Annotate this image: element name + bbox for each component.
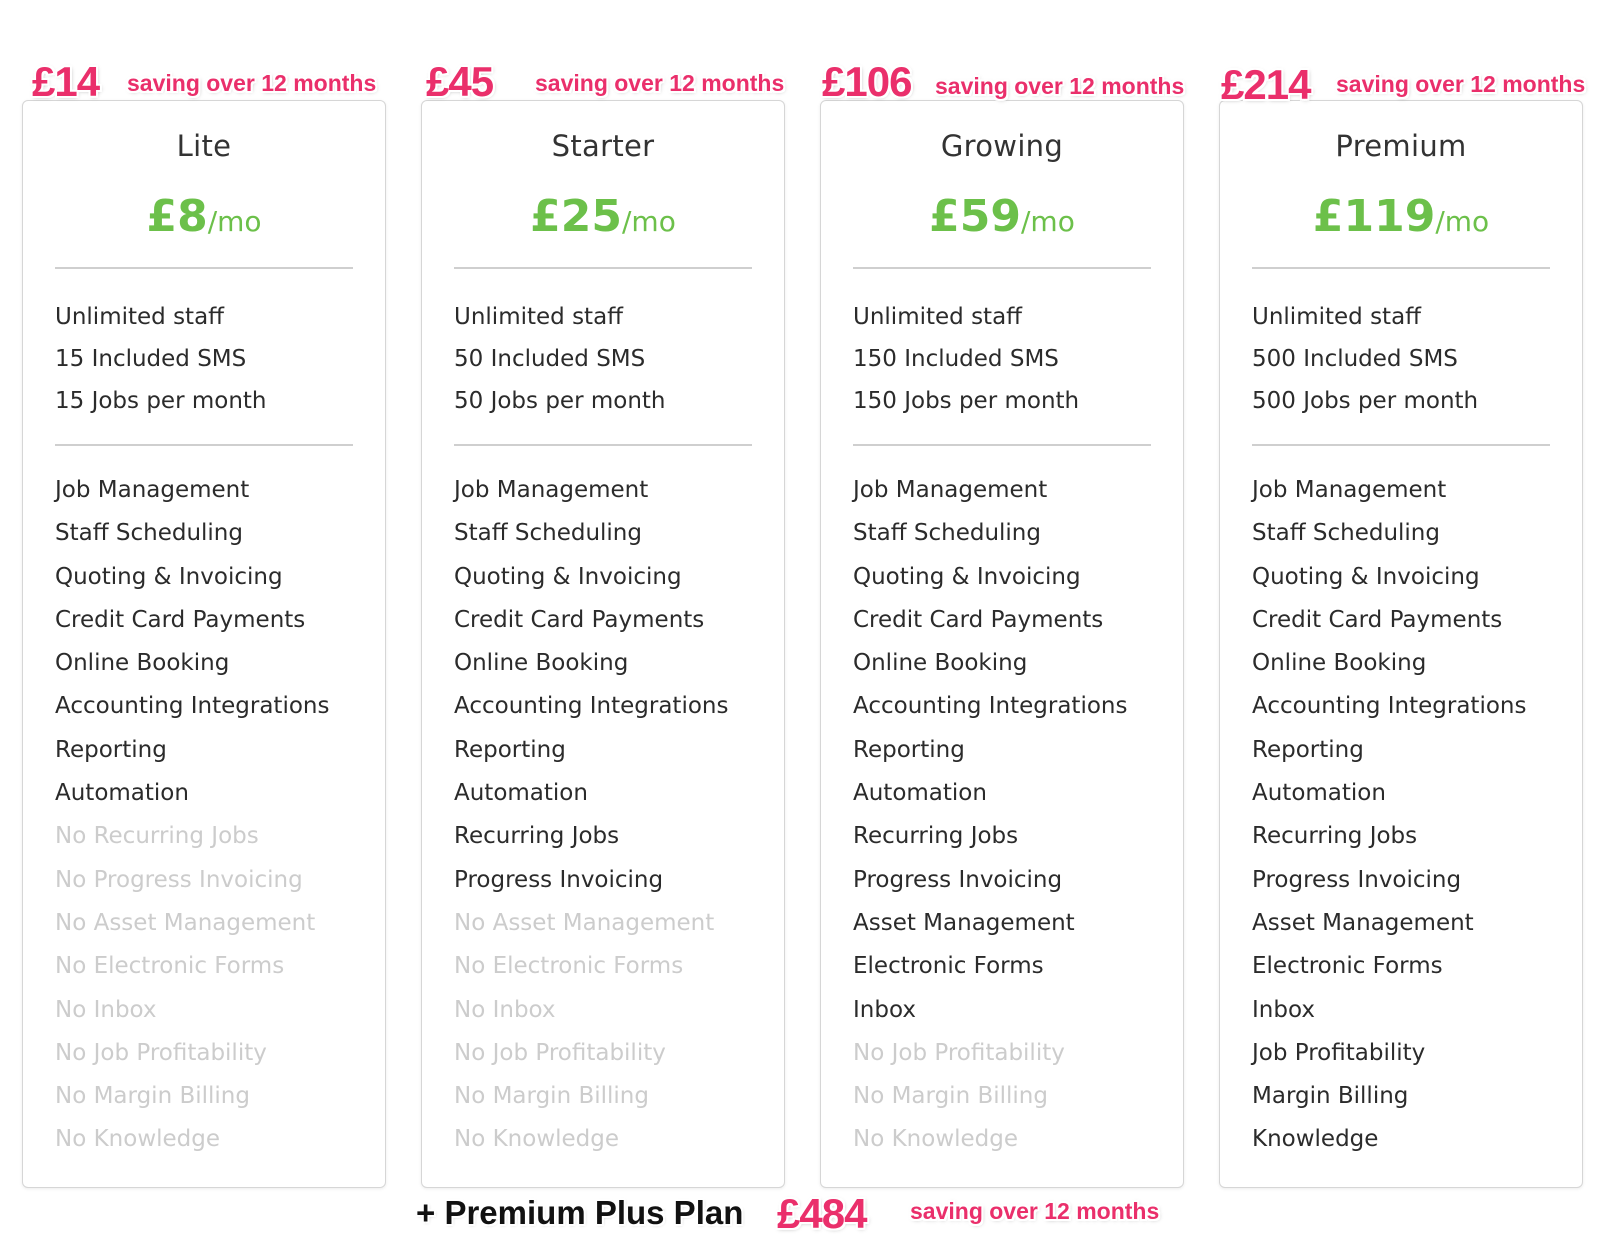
divider xyxy=(1252,267,1550,269)
feature-item-unavailable: No Asset Management xyxy=(454,909,715,936)
plan-card-lite xyxy=(22,100,386,1188)
feature-item: Online Booking xyxy=(853,650,1028,677)
price-period: /mo xyxy=(1435,205,1490,238)
saving-amount: £214 xyxy=(1221,61,1311,108)
feature-item: Staff Scheduling xyxy=(55,520,243,547)
feature-item: Reporting xyxy=(454,736,566,763)
feature-item: Asset Management xyxy=(853,909,1075,936)
feature-item: Staff Scheduling xyxy=(454,520,642,547)
quota-item: 500 Jobs per month xyxy=(1252,388,1479,414)
feature-item: Quoting & Invoicing xyxy=(55,563,283,590)
feature-item: Automation xyxy=(853,780,987,807)
feature-item-unavailable: No Asset Management xyxy=(55,909,316,936)
feature-item: Automation xyxy=(454,780,588,807)
plan-card-premium xyxy=(1219,100,1583,1188)
quota-list xyxy=(454,296,774,422)
feature-item-unavailable: No Margin Billing xyxy=(454,1083,649,1110)
quota-item: Unlimited staff xyxy=(853,304,1023,330)
feature-item-unavailable: No Recurring Jobs xyxy=(55,823,259,850)
feature-item: Staff Scheduling xyxy=(853,520,1041,547)
saving-amount: £106 xyxy=(822,58,912,105)
feature-item: Quoting & Invoicing xyxy=(853,563,1081,590)
feature-item-unavailable: No Job Profitability xyxy=(454,1039,666,1066)
feature-item: Electronic Forms xyxy=(1252,953,1443,980)
feature-item: Progress Invoicing xyxy=(454,866,664,893)
price-period: /mo xyxy=(1021,205,1075,238)
quota-list xyxy=(55,296,375,422)
price-amount: £59 xyxy=(929,191,1021,242)
feature-item: Reporting xyxy=(1252,736,1364,763)
feature-item: Knowledge xyxy=(1252,1126,1379,1153)
feature-item: Online Booking xyxy=(55,650,230,677)
feature-item-unavailable: No Knowledge xyxy=(55,1126,221,1153)
feature-list xyxy=(454,469,774,1162)
feature-item-unavailable: No Inbox xyxy=(55,996,157,1023)
feature-item: Reporting xyxy=(55,736,167,763)
feature-item: Reporting xyxy=(853,736,965,763)
feature-item: Online Booking xyxy=(454,650,629,677)
feature-list xyxy=(55,469,375,1162)
saving-note: saving over 12 months xyxy=(1336,71,1586,97)
feature-item: Accounting Integrations xyxy=(55,693,330,720)
feature-item: Recurring Jobs xyxy=(454,823,620,850)
feature-item: Job Profitability xyxy=(1252,1039,1426,1066)
quota-item: Unlimited staff xyxy=(454,304,624,330)
feature-item: Inbox xyxy=(1252,996,1315,1023)
divider xyxy=(55,444,353,446)
quota-list xyxy=(1252,296,1572,422)
feature-item: Automation xyxy=(1252,780,1386,807)
feature-item: Margin Billing xyxy=(1252,1083,1409,1110)
saving-amount: £14 xyxy=(32,58,100,105)
feature-item: Online Booking xyxy=(1252,650,1427,677)
premium-plus-saving-amount: £484 xyxy=(777,1190,867,1237)
quota-list xyxy=(853,296,1173,422)
feature-item: Progress Invoicing xyxy=(853,866,1063,893)
quota-item: 15 Included SMS xyxy=(55,346,247,372)
feature-item: Credit Card Payments xyxy=(454,606,705,633)
premium-plus-label: + Premium Plus Plan xyxy=(416,1194,744,1231)
quota-item: Unlimited staff xyxy=(1252,304,1422,330)
feature-item: Job Management xyxy=(55,477,250,503)
price-amount: £25 xyxy=(530,191,622,242)
plan-price xyxy=(23,191,385,242)
quota-item: 150 Included SMS xyxy=(853,346,1059,372)
plan-price xyxy=(422,191,784,242)
feature-list xyxy=(1252,469,1572,1162)
feature-item: Inbox xyxy=(853,996,916,1023)
feature-item-unavailable: No Knowledge xyxy=(853,1126,1019,1153)
feature-item: Recurring Jobs xyxy=(1252,823,1418,850)
saving-note: saving over 12 months xyxy=(935,73,1185,99)
divider xyxy=(454,267,752,269)
feature-item: Electronic Forms xyxy=(853,953,1044,980)
feature-item: Asset Management xyxy=(1252,909,1474,936)
feature-item: Job Management xyxy=(853,477,1048,503)
feature-item: Credit Card Payments xyxy=(853,606,1104,633)
feature-item: Progress Invoicing xyxy=(1252,866,1462,893)
feature-item: Credit Card Payments xyxy=(1252,606,1503,633)
feature-item: Accounting Integrations xyxy=(1252,693,1527,720)
price-period: /mo xyxy=(207,205,262,238)
feature-item-unavailable: No Job Profitability xyxy=(55,1039,267,1066)
feature-item-unavailable: No Electronic Forms xyxy=(55,953,285,980)
premium-plus-saving-note: saving over 12 months xyxy=(910,1198,1160,1224)
saving-amount: £45 xyxy=(426,58,494,105)
feature-item: Accounting Integrations xyxy=(853,693,1128,720)
feature-item: Credit Card Payments xyxy=(55,606,306,633)
quota-item: Unlimited staff xyxy=(55,304,225,330)
plan-card-starter xyxy=(421,100,785,1188)
saving-note: saving over 12 months xyxy=(535,70,785,96)
feature-item-unavailable: No Margin Billing xyxy=(853,1083,1048,1110)
feature-item-unavailable: No Job Profitability xyxy=(853,1039,1065,1066)
plan-name: Growing xyxy=(940,129,1064,163)
plan-price xyxy=(1220,191,1582,242)
feature-item-unavailable: No Electronic Forms xyxy=(454,953,684,980)
plan-name: Starter xyxy=(551,129,655,163)
feature-list xyxy=(853,469,1173,1162)
divider xyxy=(853,444,1151,446)
feature-item: Automation xyxy=(55,780,189,807)
price-period: /mo xyxy=(622,205,676,238)
feature-item: Quoting & Invoicing xyxy=(454,563,682,590)
quota-item: 50 Included SMS xyxy=(454,346,646,372)
quota-item: 500 Included SMS xyxy=(1252,346,1458,372)
saving-note: saving over 12 months xyxy=(127,70,377,96)
feature-item-unavailable: No Progress Invoicing xyxy=(55,866,303,893)
feature-item-unavailable: No Knowledge xyxy=(454,1126,620,1153)
feature-item: Accounting Integrations xyxy=(454,693,729,720)
feature-item-unavailable: No Inbox xyxy=(454,996,556,1023)
plan-card-growing xyxy=(820,100,1184,1188)
divider xyxy=(853,267,1151,269)
price-amount: £8 xyxy=(146,191,208,242)
quota-item: 150 Jobs per month xyxy=(853,388,1080,414)
feature-item: Job Management xyxy=(454,477,649,503)
divider xyxy=(454,444,752,446)
divider xyxy=(55,267,353,269)
feature-item: Quoting & Invoicing xyxy=(1252,563,1480,590)
feature-item: Recurring Jobs xyxy=(853,823,1019,850)
plan-name: Lite xyxy=(176,129,232,163)
plan-name: Premium xyxy=(1335,129,1467,163)
quota-item: 15 Jobs per month xyxy=(55,388,267,414)
quota-item: 50 Jobs per month xyxy=(454,388,666,414)
feature-item: Job Management xyxy=(1252,477,1447,503)
price-amount: £119 xyxy=(1312,191,1436,242)
feature-item-unavailable: No Margin Billing xyxy=(55,1083,250,1110)
feature-item: Staff Scheduling xyxy=(1252,520,1440,547)
divider xyxy=(1252,444,1550,446)
plan-price xyxy=(821,191,1183,242)
